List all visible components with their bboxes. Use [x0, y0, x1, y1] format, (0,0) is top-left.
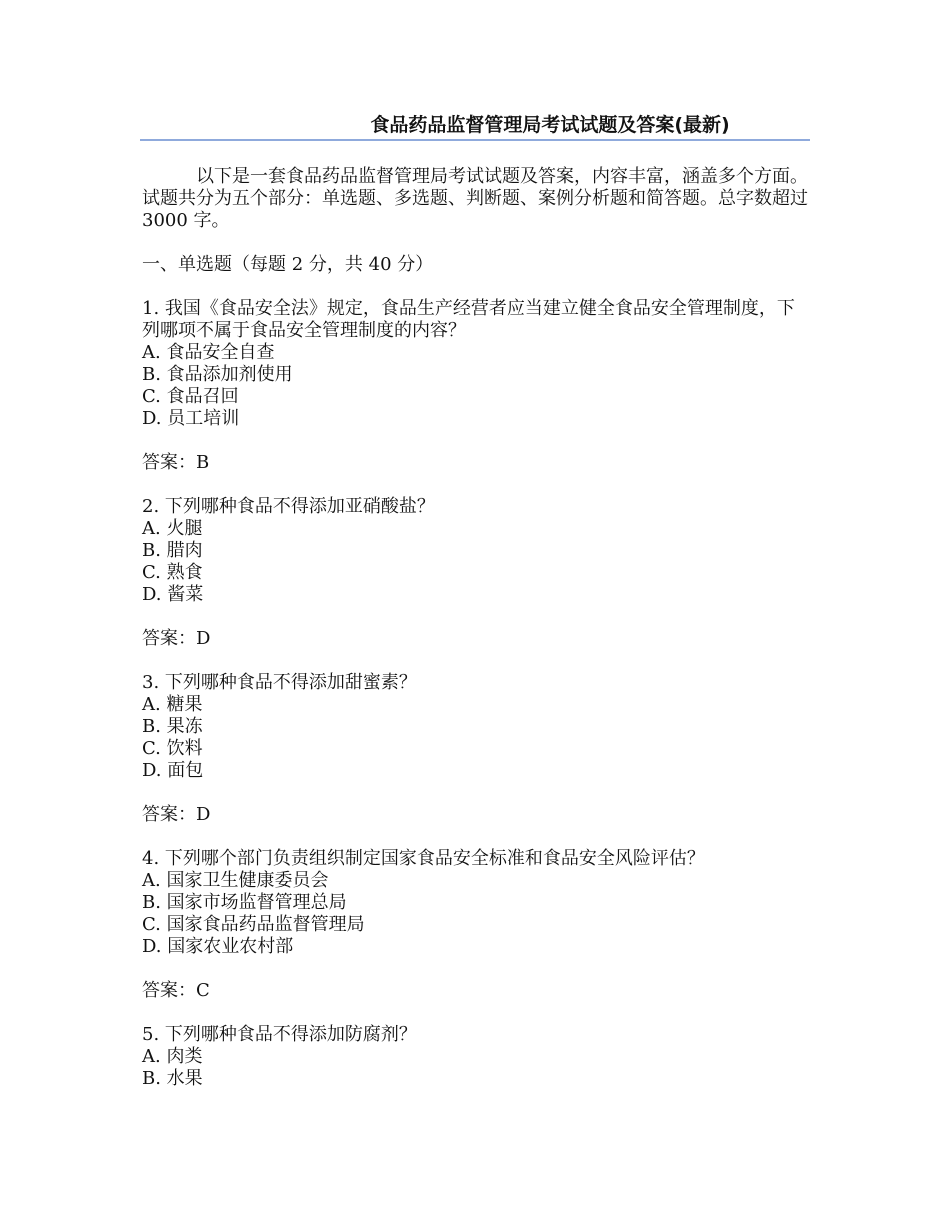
intro-paragraph: 以下是一套食品药品监督管理局考试试题及答案，内容丰富，涵盖多个方面。试题共分为五个部分：单选题、多选题、判断题、案例分析题和简答题。总字数超过 3000 字。: [142, 166, 808, 231]
option-b: B. 国家市场监督管理总局: [142, 892, 347, 913]
option-d: D. 国家农业农村部: [142, 936, 294, 957]
option-d: D. 酱菜: [142, 584, 204, 605]
option-b: B. 腊肉: [142, 540, 203, 561]
answer-3: 答案：D: [142, 804, 211, 825]
question-2: [142, 496, 810, 606]
option-c: C. 熟食: [142, 562, 203, 583]
question-text: 4. 下列哪个部门负责组织制定国家食品安全标准和食品安全风险评估？: [142, 848, 705, 869]
answer-1: 答案：B: [142, 452, 210, 473]
option-a: A. 肉类: [142, 1046, 203, 1067]
option-a: A. 国家卫生健康委员会: [142, 870, 329, 891]
option-b: B. 食品添加剂使用: [142, 364, 293, 385]
title-underline: [140, 139, 810, 141]
option-c: C. 食品召回: [142, 386, 239, 407]
document-body: [142, 166, 810, 1090]
option-b: B. 水果: [142, 1068, 203, 1089]
option-d: D. 员工培训: [142, 408, 240, 429]
option-c: C. 国家食品药品监督管理局: [142, 914, 365, 935]
question-1: [142, 298, 810, 430]
question-text: 2. 下列哪种食品不得添加亚硝酸盐？: [142, 496, 435, 517]
section-heading-single-choice: 一、单选题（每题 2 分，共 40 分）: [142, 254, 434, 275]
answer-2: 答案：D: [142, 628, 211, 649]
option-c: C. 饮料: [142, 738, 203, 759]
question-3: [142, 672, 810, 782]
answer-4: 答案：C: [142, 980, 210, 1001]
question-5: [142, 1024, 810, 1090]
document-title: 食品药品监督管理局考试试题及答案(最新): [370, 114, 730, 136]
question-text: 5. 下列哪种食品不得添加防腐剂？: [142, 1024, 417, 1045]
option-a: A. 火腿: [142, 518, 203, 539]
option-d: D. 面包: [142, 760, 204, 781]
option-a: A. 食品安全自查: [142, 342, 275, 363]
question-4: [142, 848, 810, 958]
option-a: A. 糖果: [142, 694, 203, 715]
option-b: B. 果冻: [142, 716, 203, 737]
question-text: 3. 下列哪种食品不得添加甜蜜素？: [142, 672, 417, 693]
question-text: 1. 我国《食品安全法》规定，食品生产经营者应当建立健全食品安全管理制度，下列哪项不属于食品安全管理制度的内容？: [142, 298, 795, 341]
